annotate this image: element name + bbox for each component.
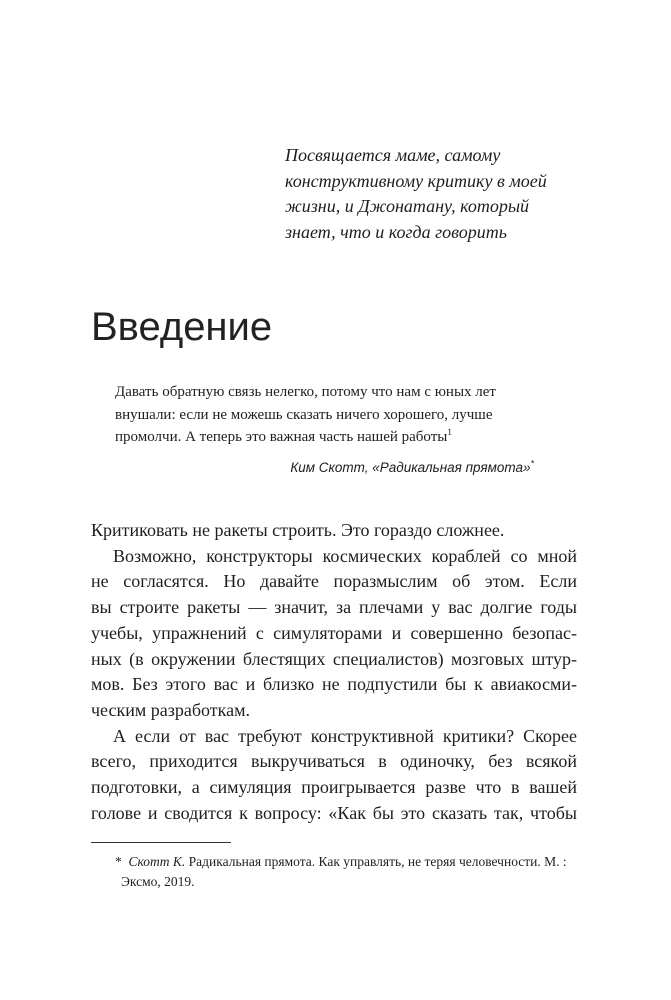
footnote-author: Скотт К. <box>128 854 186 869</box>
footnote-ref-1: 1 <box>447 427 452 437</box>
epigraph-line-text: промолчи. А теперь это важная часть нашей работы <box>115 429 448 445</box>
footnote-text: Радикальная прямота. Как управлять, не теряя человечности. М. : <box>188 854 567 869</box>
body-line: Критиковать не ракеты строить. Это гораздо сложнее. <box>91 520 505 540</box>
body-line: голове и сводится к вопросу: «Как бы это сказать так, чтобы <box>91 802 577 823</box>
dedication-line: Посвящается маме, самому <box>285 145 501 165</box>
body-line: всего, приходится выкручиваться в одиночку, без всякой <box>91 751 577 772</box>
epigraph-line: внушали: если не можешь сказать ничего хорошего, лучше <box>115 406 493 423</box>
epigraph <box>115 381 555 449</box>
body-line: ных (в окружении блестящих специалистов) мозговых штур- <box>91 648 577 669</box>
body-line: не согласятся. Но давайте поразмыслим об этом. Если <box>91 571 577 592</box>
dedication-line: знает, что и когда говорить <box>285 221 507 242</box>
epigraph-line-last <box>115 426 555 449</box>
footnote-line <box>115 852 585 872</box>
body-line: ческим разработкам. <box>91 699 250 720</box>
epigraph-attribution <box>290 458 534 478</box>
chapter-title: Введение <box>91 305 273 349</box>
body-line: подготовки, а симуляция проигрывается разве что в вашей <box>91 777 577 798</box>
dedication-line: жизни, и Джонатану, который <box>285 196 530 216</box>
body-line: Возможно, конструкторы космических кораблей со мной <box>113 545 577 566</box>
footnote-mark: * <box>115 854 122 869</box>
epigraph-line: Давать обратную связь нелегко, потому что нам с юных лет <box>115 384 496 400</box>
footnote <box>115 852 585 892</box>
footnote-line: Эксмо, 2019. <box>121 874 195 889</box>
dedication-line: конструктивному критику в моей <box>285 170 547 191</box>
footnote-ref-star: * <box>530 458 534 469</box>
attribution-text: Ким Скотт, «Радикальная прямота» <box>290 460 531 475</box>
footnote-divider <box>91 842 231 843</box>
dedication <box>285 143 585 245</box>
body-line: А если от вас требуют конструктивной критики? Скорее <box>113 725 577 746</box>
body-text <box>91 518 577 826</box>
body-line: мов. Без этого вас и близко не подпустили бы к авиакосми- <box>91 674 577 695</box>
body-line: учебы, упражнений с симуляторами и совершенно безопас- <box>91 622 577 643</box>
body-line: вы строите ракеты — значит, за плечами у вас долгие годы <box>91 597 577 618</box>
